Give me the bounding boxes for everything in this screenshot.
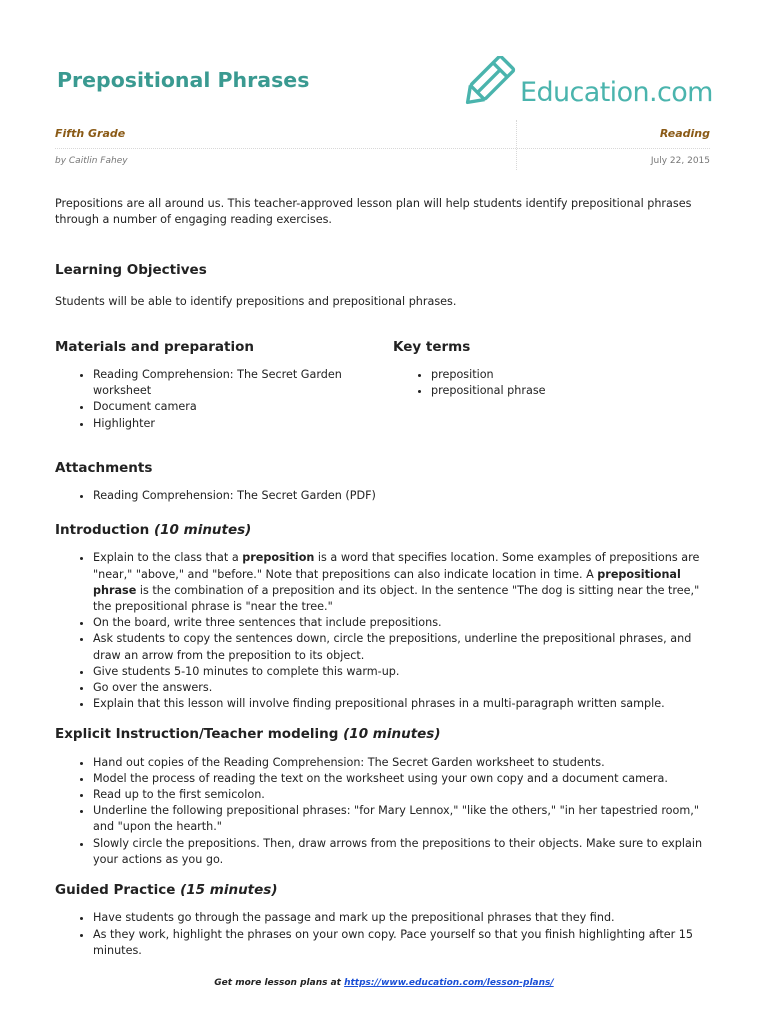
list-item: • Have students go through the passage and mark up the prepositional phrases that they find. <box>93 910 710 926</box>
date-label: July 22, 2015 <box>650 156 710 166</box>
list-item: • Give students 5-10 minutes to complete this warm-up. <box>93 664 710 680</box>
list-item: • Go over the answers. <box>93 680 710 696</box>
subject-label: Reading <box>659 126 710 140</box>
guided-practice-list <box>55 910 710 959</box>
list-item: • Highlighter <box>93 416 385 432</box>
introduction-list <box>55 550 710 712</box>
list-item: • Reading Comprehension: The Secret Garden worksheet <box>93 367 385 399</box>
section-heading-text: Introduction <box>55 522 150 539</box>
item-text: is a word that specifies location. Some examples of prepositions are "near," "above," and "before." Note that prepositions can also indicate location in time. A <box>93 551 700 581</box>
education-com-logo[interactable] <box>456 56 713 112</box>
list-item: • Document camera <box>93 399 385 415</box>
objectives-heading: Learning Objectives <box>55 262 207 279</box>
explicit-instruction-list <box>55 755 710 868</box>
author-row <box>55 148 710 174</box>
objectives-text: Students will be able to identify prepositions and prepositional phrases. <box>55 294 457 308</box>
list-item: • Explain that this lesson will involve finding prepositional phrases in a multi-paragraph written sample. <box>93 696 710 712</box>
key-terms-list <box>393 367 710 399</box>
logo-wordmark: Education.com <box>520 76 713 108</box>
attachments-list <box>55 488 710 504</box>
attachments-heading: Attachments <box>55 459 153 476</box>
list-item: • prepositional phrase <box>431 383 710 399</box>
list-item <box>93 550 710 615</box>
list-item: • As they work, highlight the phrases on your own copy. Pace yourself so that you finish highlighting after 15 minutes. <box>93 927 710 959</box>
pencil-logo-icon <box>456 56 516 112</box>
key-terms-heading: Key terms <box>393 338 471 355</box>
page-title: Prepositional Phrases <box>57 68 310 92</box>
lesson-plans-link[interactable]: https://www.education.com/lesson-plans/ <box>344 978 554 988</box>
section-duration: (15 minutes) <box>180 882 278 899</box>
grade-label: Fifth Grade <box>55 126 126 140</box>
section-duration: (10 minutes) <box>153 522 252 539</box>
item-text: is the combination of a preposition and its object. In the sentence "The dog is sitting near the tree," the prepositional phrase is "near the tree." <box>93 583 700 614</box>
materials-column <box>55 339 393 432</box>
footer-text: Get more lesson plans at <box>214 978 345 988</box>
item-text: Explain to the class that a <box>93 551 243 565</box>
list-item: • Ask students to copy the sentences down, circle the prepositions, underline the prepositional phrases, and draw an arrow from the preposition to its object. <box>93 631 710 663</box>
explicit-instruction-heading <box>55 726 710 742</box>
lesson-meta-row <box>55 118 710 149</box>
materials-heading: Materials and preparation <box>55 338 254 355</box>
intro-paragraph: Prepositions are all around us. This teacher-approved lesson plan will help students identify prepositional phrases through a number of engaging reading exercises. <box>55 197 692 227</box>
list-item: • Model the process of reading the text on the worksheet using your own copy and a document camera. <box>93 771 710 787</box>
key-terms-column <box>393 339 710 432</box>
term-preposition: preposition <box>242 551 315 565</box>
list-item: • Hand out copies of the Reading Comprehension: The Secret Garden worksheet to students. <box>93 755 710 771</box>
list-item: • On the board, write three sentences that include prepositions. <box>93 615 710 631</box>
section-duration: (10 minutes) <box>343 726 441 743</box>
lesson-content <box>55 196 710 959</box>
guided-practice-heading <box>55 882 710 898</box>
section-heading-text: Guided Practice <box>55 882 176 899</box>
materials-keyterms-section <box>55 339 710 432</box>
introduction-heading <box>55 522 710 538</box>
author-label: by Caitlin Fahey <box>55 156 128 166</box>
list-item: • Read up to the first semicolon. <box>93 787 710 803</box>
materials-list <box>55 367 393 432</box>
list-item: • preposition <box>431 367 710 383</box>
term-prepositional-phrase: prepositional phrase <box>93 567 681 597</box>
attachment-link[interactable]: • Reading Comprehension: The Secret Garden (PDF) <box>93 488 710 504</box>
footer <box>0 978 768 988</box>
section-heading-text: Explicit Instruction/Teacher modeling <box>55 726 339 743</box>
list-item: • Slowly circle the prepositions. Then, draw arrows from the prepositions to their objects. Make sure to explain your actions as you go. <box>93 836 710 868</box>
list-item: • Underline the following prepositional phrases: "for Mary Lennox," "like the others," "in her tapestried room," and "upon the hearth." <box>93 803 710 835</box>
